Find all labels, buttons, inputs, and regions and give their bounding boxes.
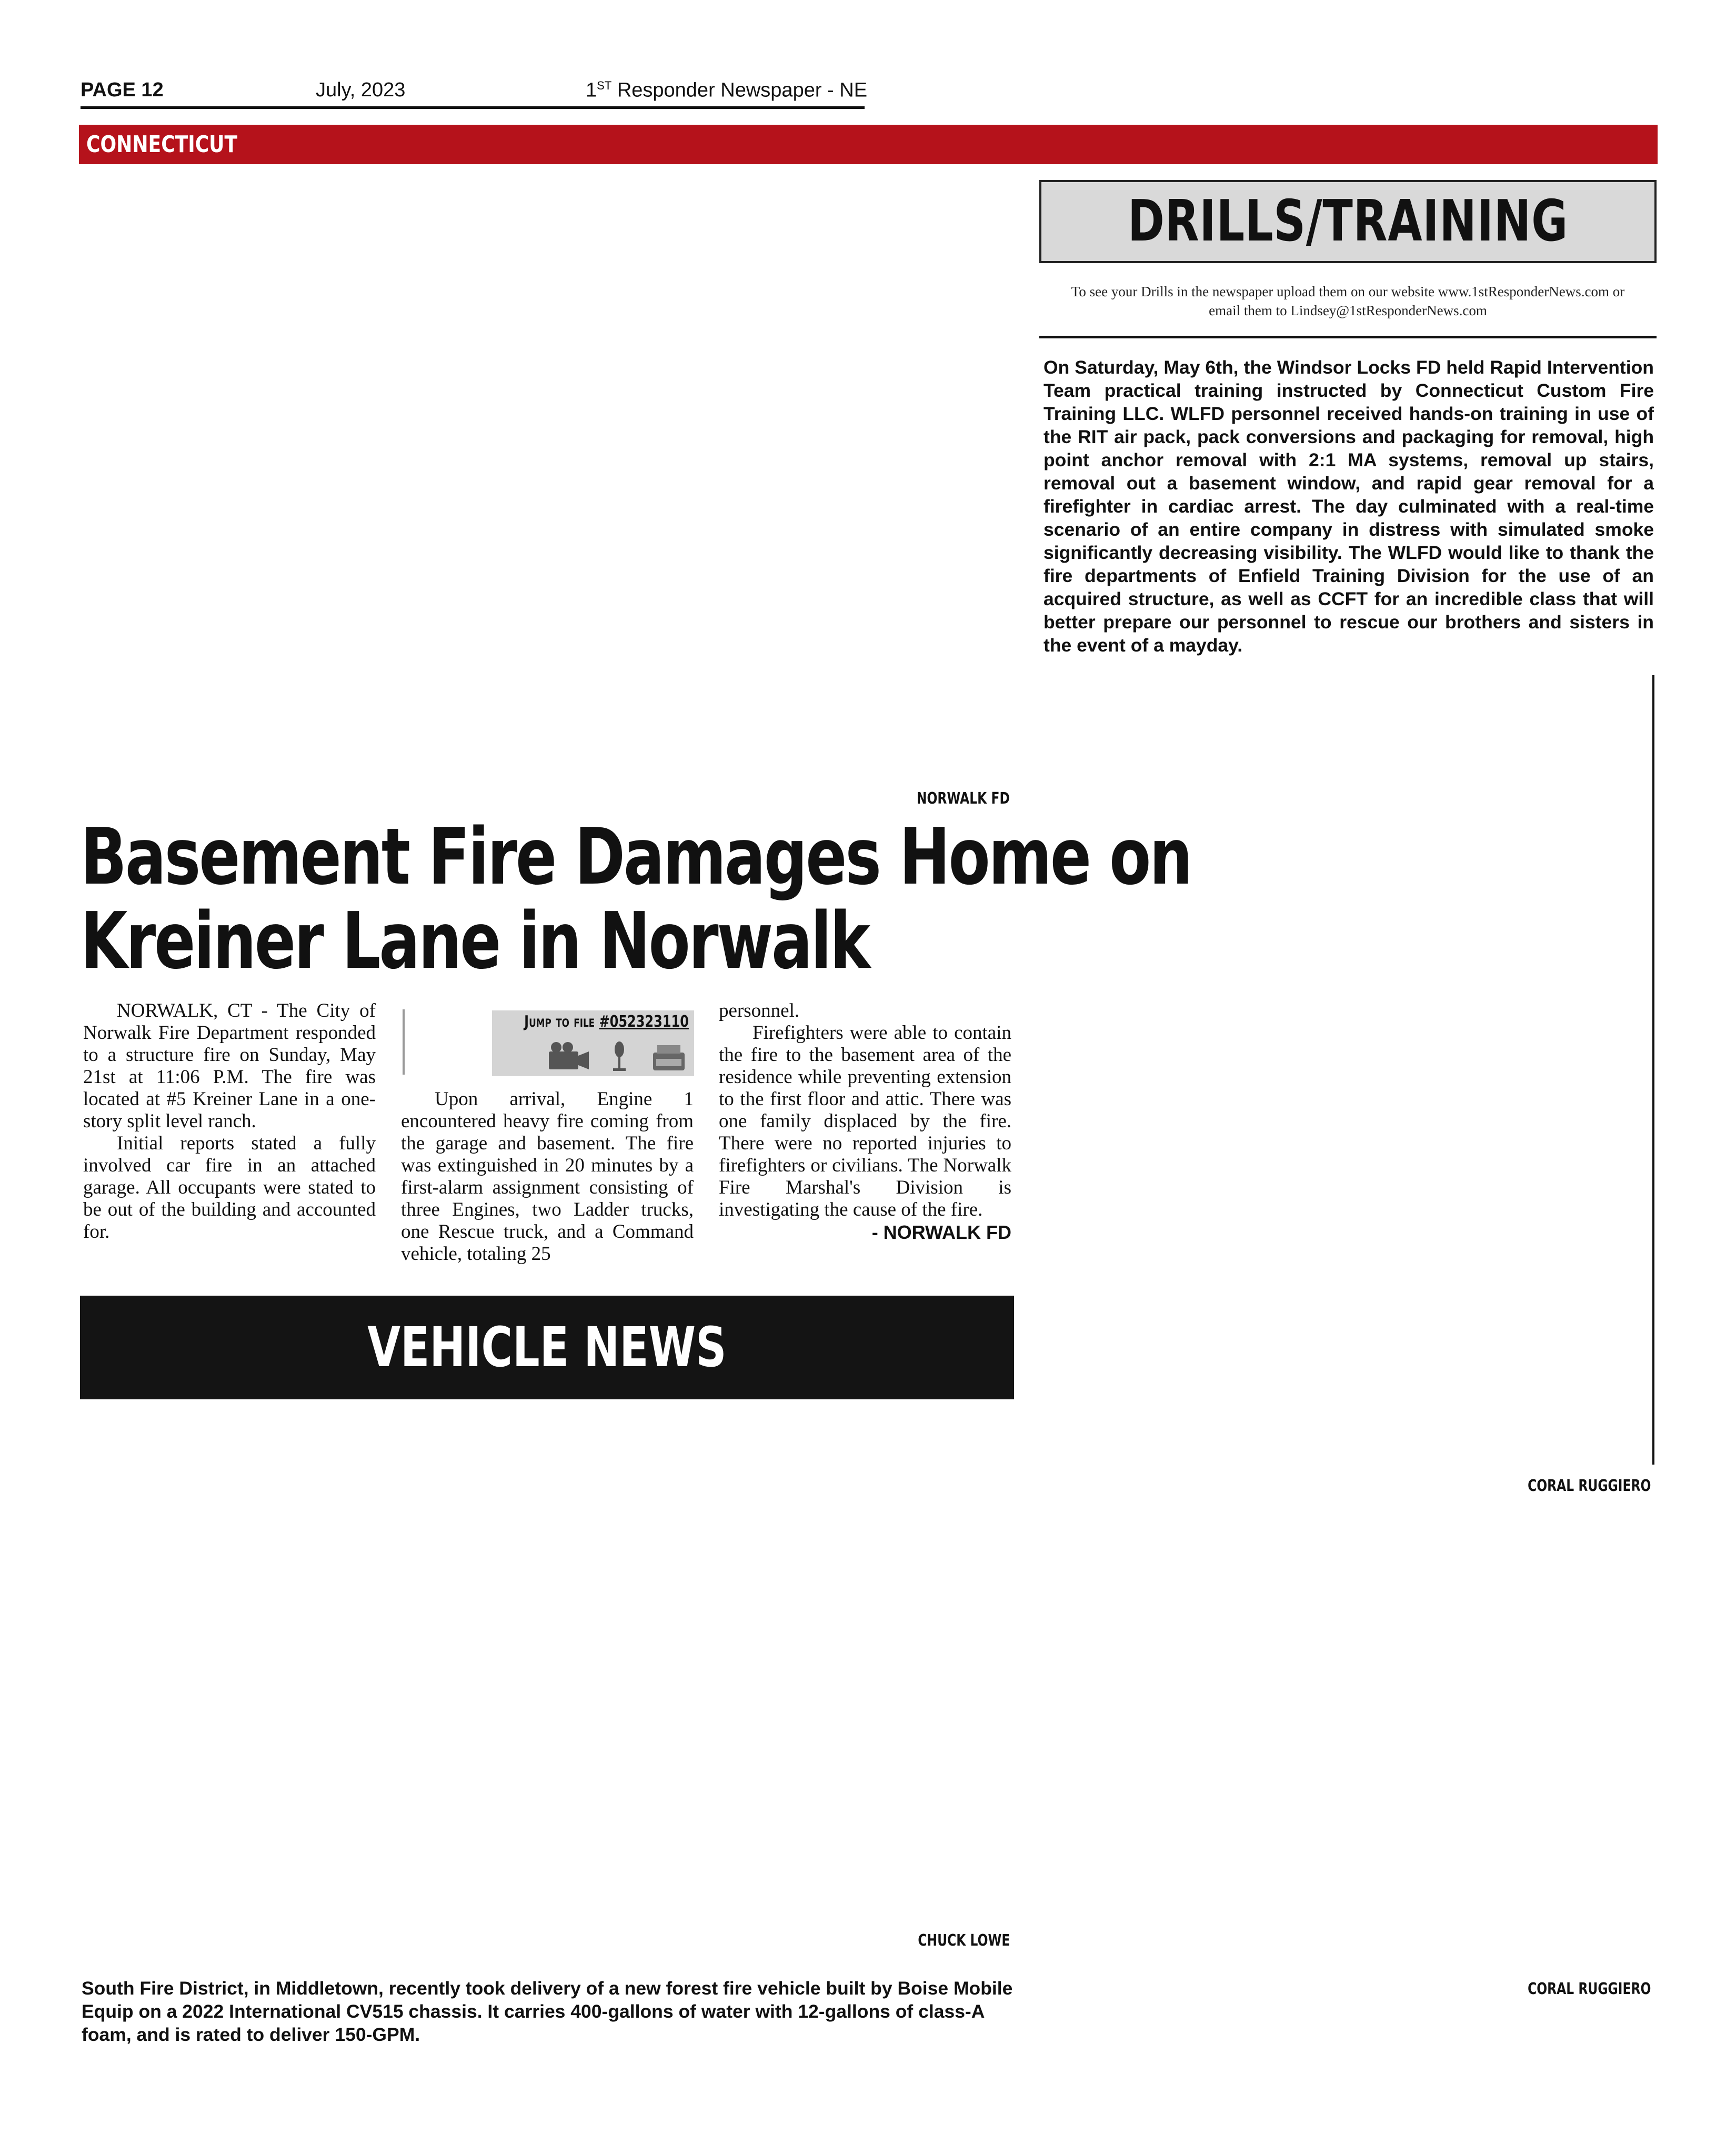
photo-credit-coral-2: CORAL RUGGIERO: [1527, 1980, 1651, 1998]
publication-prefix: 1: [586, 79, 597, 102]
publication-suffix: Responder Newspaper - NE: [611, 79, 868, 102]
publication-sup: ST: [597, 79, 612, 92]
photo-credit-coral-1: CORAL RUGGIERO: [1527, 1477, 1651, 1495]
headline-line-1: Basement Fire Damages Home on: [81, 811, 1191, 902]
media-icons: [545, 1040, 687, 1073]
jump-to-file-label[interactable]: [524, 1013, 689, 1031]
drills-body: On Saturday, May 6th, the Windsor Locks FD held Rapid Intervention Team practical training instructed by Connecticut Custom Fire Training LLC. WLFD personnel received hands-on training in use of the RIT air pack, pack conversions and packaging for removal, high point anchor removal with 2:1 MA systems, removal up stairs, removal out a basement window, and rapid gear removal for a firefighter in cardiac arrest. The day culminated with a real-time scenario of an entire company in distress with simulated smoke significantly decreasing visibility. The WLFD would like to thank the fire departments of Enfield Training Division for the use of an acquired structure, as well as CCFT for an incredible class that will better prepare our personnel to rescue our brothers and sisters in the event of a mayday.: [1043, 357, 1654, 656]
article-column-1: [83, 1000, 376, 1243]
vehicle-news-title: VEHICLE NEWS: [367, 1315, 727, 1379]
jump-to-file-box[interactable]: [492, 1010, 694, 1076]
drills-title-box: [1039, 180, 1657, 263]
article-paragraph: NORWALK, CT - The City of Norwalk Fire Department responded to a structure fire on Sunday, May 21st at 11:06 P.M. The fire was located at #5 Kreiner Lane in a one-story split level ranch.: [83, 1000, 376, 1132]
vehicle-caption: South Fire District, in Middletown, recently took delivery of a new forest fire vehicle built by Boise Mobile Equip on a 2022 International CV515 chassis. It carries 400-gallons of water with 12-gallons of class-A foam, and is rated to deliver 150-GPM.: [82, 1978, 1013, 2045]
publication-name: [586, 79, 867, 102]
article-paragraph: Firefighters were able to contain the fire to the basement area of the residence while preventing extension to the first floor and attic. There was one family displaced by the fire. There were no reported injuries to firefighters or civilians. The Norwalk Fire Marshal's Division is investigating the cause of the fire.: [719, 1022, 1011, 1220]
drills-title: DRILLS/TRAINING: [1128, 188, 1568, 254]
drills-note-line2: email them to Lindsey@1stResponderNews.com: [1209, 303, 1487, 318]
headline-line-2: Kreiner Lane in Norwalk: [81, 896, 869, 986]
photo-credit-norwalk: NORWALK FD: [917, 789, 1010, 808]
microphone-icon: [613, 1041, 626, 1071]
jump-divider: [403, 1009, 405, 1075]
drills-note-line1: To see your Drills in the newspaper upload them on our website www.1stResponderNews.com or: [1071, 284, 1625, 299]
video-camera-icon: [549, 1042, 589, 1069]
section-bar: [79, 125, 1658, 164]
issue-date: July, 2023: [316, 79, 406, 101]
article-paragraph: Initial reports stated a fully involved car fire in an attached garage. All occupants were stated to be out of the building and accounted for.: [83, 1133, 376, 1243]
vehicle-news-bar: [80, 1296, 1014, 1399]
article-paragraph: personnel.: [719, 1000, 800, 1021]
section-label: CONNECTICUT: [86, 131, 238, 158]
drills-note: [1039, 282, 1657, 320]
page-number: PAGE 12: [81, 79, 164, 101]
article-byline: - NORWALK FD: [871, 1221, 1011, 1243]
jump-prefix: Jump to file: [524, 1013, 599, 1031]
photo-credit-chuck: CHUCK LOWE: [918, 1931, 1010, 1950]
typewriter-icon: [653, 1045, 685, 1070]
article-column-3: [719, 1000, 1011, 1244]
header-rule: [81, 106, 865, 109]
article-paragraph: Upon arrival, Engine 1 encountered heavy fire coming from the garage and basement. The fire was extinguished in 20 minutes by a first-alarm assignment consisting of three Engines, two Ladder trucks, one Rescue truck, and a Command vehicle, totaling 25: [401, 1088, 694, 1265]
jump-file-number[interactable]: #052323110: [599, 1013, 689, 1031]
vertical-divider: [1652, 675, 1654, 1465]
drills-rule: [1039, 336, 1657, 338]
article-headline: [81, 811, 1191, 986]
article-column-2: [401, 1088, 694, 1265]
